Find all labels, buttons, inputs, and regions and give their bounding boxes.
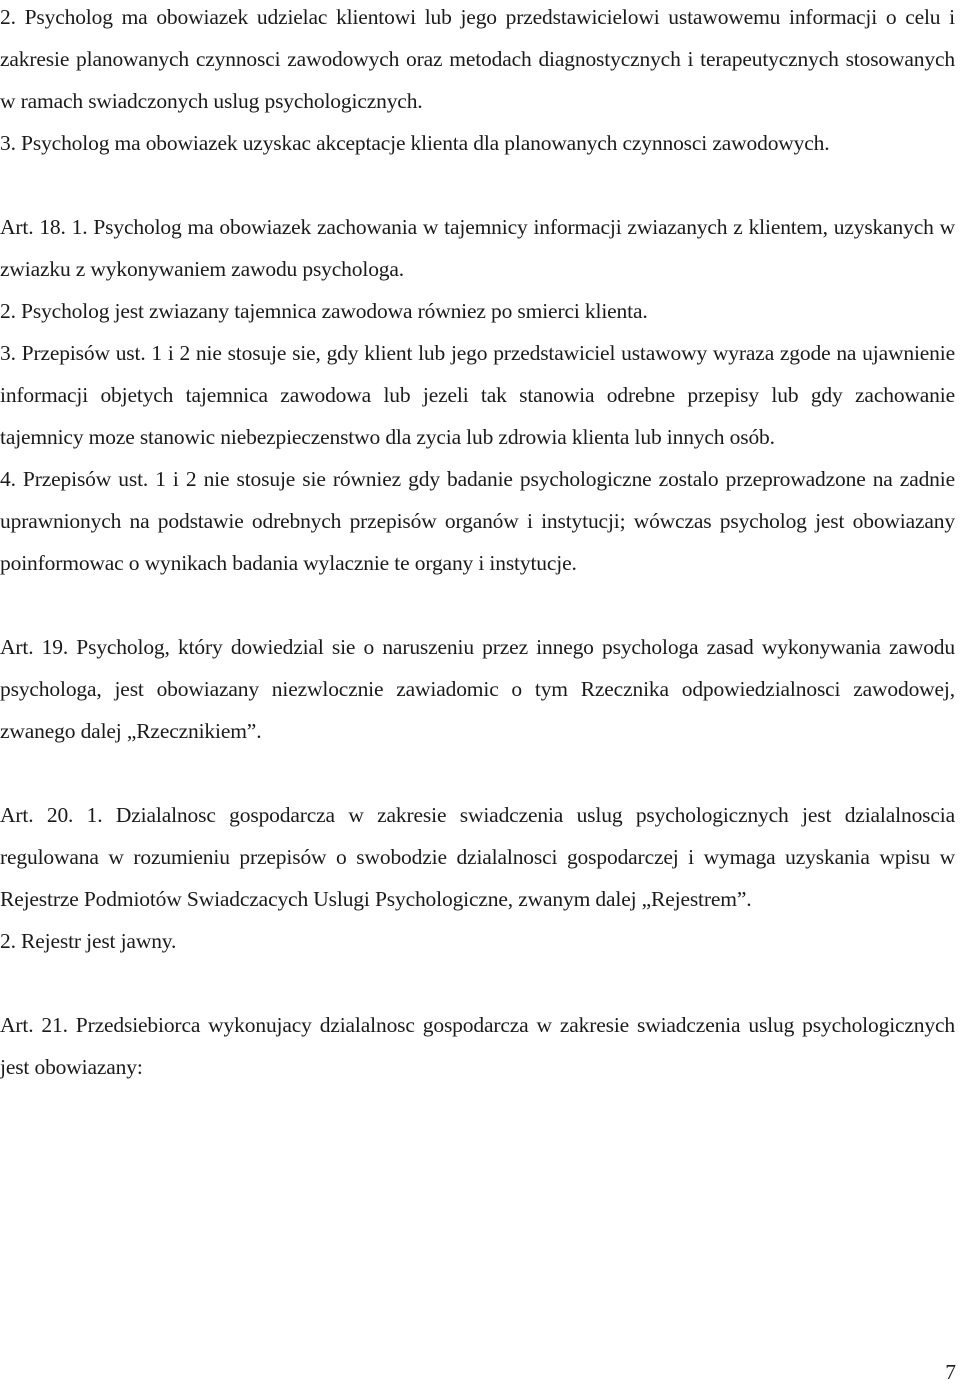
paragraph: 3. Przepisów ust. 1 i 2 nie stosuje sie, gdy klient lub jego przedstawiciel ustawowy wyraza zgode na ujawnienie informacji objetych tajemnica zawodowa lub jezeli tak stanowia odrebne przepisy lub gdy zachowanie tajemnicy moze stanowic niebezpieczenstwo dla zycia lub zdrowia klienta lub innych osób. — [0, 341, 955, 449]
paragraph-spacer — [0, 962, 955, 1004]
paragraph: 2. Psycholog jest zwiazany tajemnica zawodowa równiez po smierci klienta. — [0, 299, 648, 323]
paragraph: Art. 20. 1. Dzialalnosc gospodarcza w zakresie swiadczenia uslug psychologicznych jest dzialalnoscia regulowana w rozumieniu przepisów o swobodzie dzialalnosci gospodarczej i wymaga uzyskania wpisu w Rejestrze Podmiotów Swiadczacych Uslugi Psychologiczne, zwanym dalej „Rejestrem”. — [0, 803, 955, 911]
paragraph: Art. 18. 1. Psycholog ma obowiazek zachowania w tajemnicy informacji zwiazanych z klientem, uzyskanych w zwiazku z wykonywaniem zawodu psychologa. — [0, 215, 955, 281]
paragraph: Art. 21. Przedsiebiorca wykonujacy dzialalnosc gospodarcza w zakresie swiadczenia uslug psychologicznych jest obowiazany: — [0, 1013, 955, 1079]
paragraph: 3. Psycholog ma obowiazek uzyskac akceptacje klienta dla planowanych czynnosci zawodowych. — [0, 131, 830, 155]
paragraph: 2. Rejestr jest jawny. — [0, 929, 177, 953]
paragraph-spacer — [0, 752, 955, 794]
paragraph: 2. Psycholog ma obowiazek udzielac klientowi lub jego przedstawicielowi ustawowemu informacji o celu i zakresie planowanych czynnosci zawodowych oraz metodach diagnostycznych i terapeutycznych stosowanych w ramach swiadczonych uslug psychologicznych. — [0, 5, 955, 113]
paragraph: Art. 19. Psycholog, który dowiedzial sie o naruszeniu przez innego psychologa zasad wykonywania zawodu psychologa, jest obowiazany niezwlocznie zawiadomic o tym Rzecznika odpowiedzialnosci zawodowej, zwanego dalej „Rzecznikiem”. — [0, 635, 955, 743]
page-number: 7 — [945, 1360, 956, 1384]
paragraph-spacer — [0, 584, 955, 626]
paragraph-spacer — [0, 164, 955, 206]
paragraph: 4. Przepisów ust. 1 i 2 nie stosuje sie równiez gdy badanie psychologiczne zostalo przeprowadzone na zadnie uprawnionych na podstawie odrebnych przepisów organów i instytucji; wówczas psycholog jest obowiazany poinformowac o wynikach badania wylacznie te organy i instytucje. — [0, 467, 955, 575]
